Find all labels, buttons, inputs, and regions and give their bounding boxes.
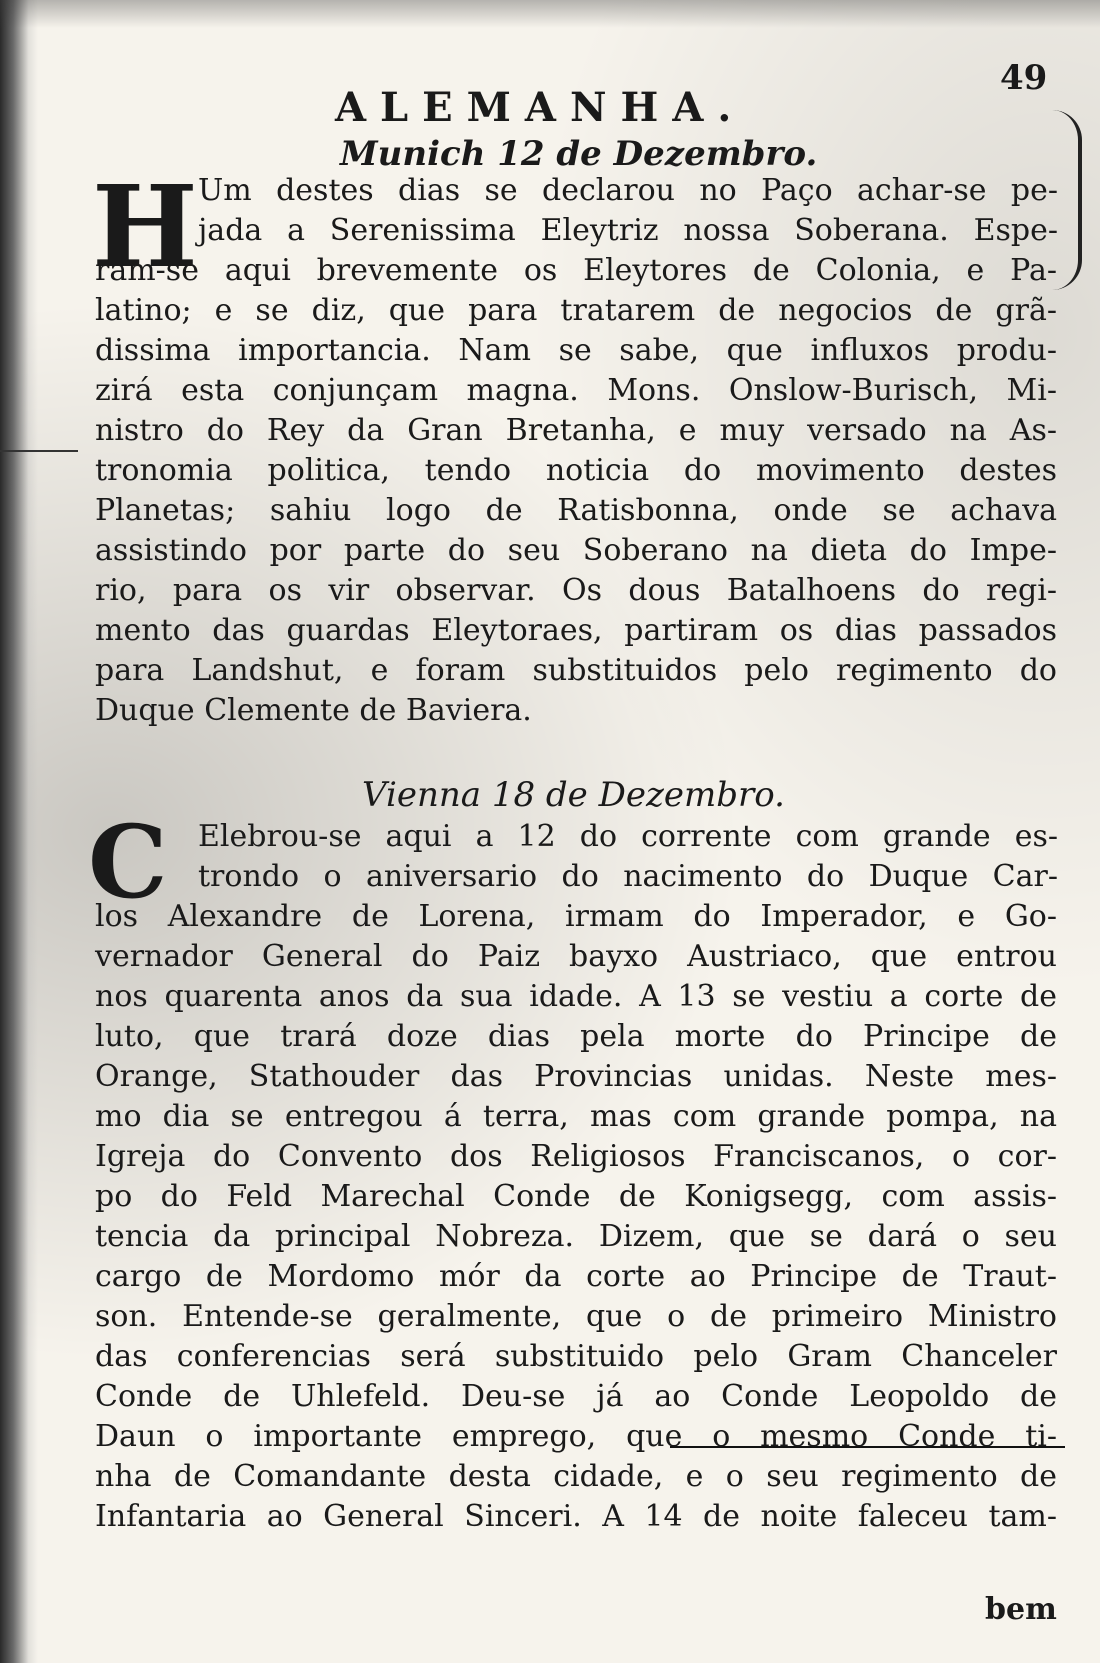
munich-line: latino; e se diz, que para tratarem de negocios de grã- xyxy=(95,293,1057,328)
munich-line: jada a Serenissima Eleytriz nossa Soberana. Espe- xyxy=(198,213,1058,248)
munich-line: Um destes dias se declarou no Paço achar-se pe- xyxy=(198,173,1058,208)
top-edge-shadow xyxy=(0,0,1100,28)
munich-line: assistindo por parte do seu Soberano na dieta do Impe- xyxy=(95,533,1057,568)
vienna-line: vernador General do Paiz bayxo Austriaco, que entrou xyxy=(95,939,1057,974)
vienna-line: Conde de Uhlefeld. Deu-se já ao Conde Leopoldo de xyxy=(95,1379,1057,1414)
vienna-line: Elebrou-se aqui a 12 do corrente com grande es- xyxy=(198,819,1058,854)
vienna-line: nha de Comandante desta cidade, e o seu regimento de xyxy=(95,1459,1057,1494)
vienna-line: cargo de Mordomo mór da corte ao Principe de Traut- xyxy=(95,1259,1057,1294)
vienna-line: Daun o importante emprego, que o mesmo Conde ti- xyxy=(95,1419,1057,1454)
vienna-line: los Alexandre de Lorena, irmam do Imperador, e Go- xyxy=(95,899,1057,934)
munich-line: nistro do Rey da Gran Bretanha, e muy versado na As- xyxy=(95,413,1057,448)
munich-line: Duque Clemente de Baviera. xyxy=(95,693,532,728)
vienna-line: Orange, Stathouder das Provincias unidas. Neste mes- xyxy=(95,1059,1057,1094)
vienna-dateline: Vienna 18 de Dezembro. xyxy=(362,775,785,815)
munich-line: Planetas; sahiu logo de Ratisbonna, onde se achava xyxy=(95,493,1057,528)
vienna-line: luto, que trará doze dias pela morte do Principe de xyxy=(95,1019,1057,1054)
running-head: ALEMANHA. xyxy=(335,84,746,131)
munich-line: ram-se aqui brevemente os Eleytores de Colonia, e Pa- xyxy=(95,253,1057,288)
dropcap-h: H xyxy=(92,162,198,293)
munich-dateline: Munich 12 de Dezembro. xyxy=(340,134,818,174)
munich-line: tronomia politica, tendo noticia do movimento destes xyxy=(95,453,1057,488)
page-number: 49 xyxy=(1000,58,1048,98)
vienna-line: Igreja do Convento dos Religiosos Franciscanos, o cor- xyxy=(95,1139,1057,1174)
vienna-line: Infantaria ao General Sinceri. A 14 de noite faleceu tam- xyxy=(95,1499,1057,1534)
margin-mark xyxy=(0,450,78,452)
munich-line: zirá esta conjunçam magna. Mons. Onslow-Burisch, Mi- xyxy=(95,373,1057,408)
vienna-line: po do Feld Marechal Conde de Konigsegg, com assis- xyxy=(95,1179,1057,1214)
vienna-line: son. Entende-se geralmente, que o de primeiro Ministro xyxy=(95,1299,1057,1334)
munich-line: rio, para os vir observar. Os dous Batalhoens do regi- xyxy=(95,573,1057,608)
munich-line: para Landshut, e foram substituidos pelo regimento do xyxy=(95,653,1057,688)
munich-line: dissima importancia. Nam se sabe, que influxos produ- xyxy=(95,333,1057,368)
vienna-line: nos quarenta anos da sua idade. A 13 se vestiu a corte de xyxy=(95,979,1057,1014)
vienna-line: tencia da principal Nobreza. Dizem, que se dará o seu xyxy=(95,1219,1057,1254)
vienna-line: trondo o aniversario do nacimento do Duque Car- xyxy=(198,859,1058,894)
catchword: bem xyxy=(985,1592,1057,1627)
munich-line: mento das guardas Eleytoraes, partiram os dias passados xyxy=(95,613,1057,648)
vienna-line: das conferencias será substituido pelo Gram Chanceler xyxy=(95,1339,1057,1374)
binding-shadow xyxy=(0,0,38,1663)
vienna-line: mo dia se entregou á terra, mas com grande pompa, na xyxy=(95,1099,1057,1134)
dropcap-c: C xyxy=(88,803,168,921)
